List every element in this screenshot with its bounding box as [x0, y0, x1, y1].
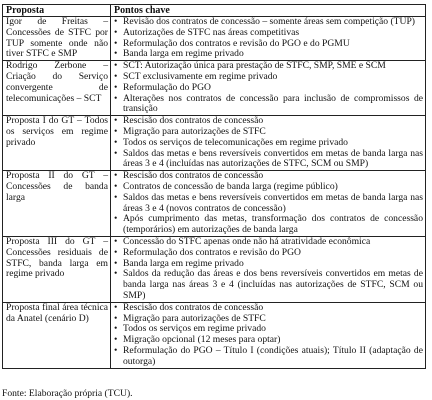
key-points-list	[114, 171, 423, 236]
list-item: • Revisão dos contratos de concessão – somente áreas sem competição (TUP)	[114, 17, 423, 28]
key-points-cell	[111, 236, 426, 302]
key-points-list	[114, 17, 423, 60]
list-item: • Migração para autorizações de STFC	[114, 314, 423, 325]
proposal-cell: Proposta III do GT – Concessões residuais de STFC, banda larga em regime privado	[3, 236, 111, 302]
list-item: • SCT: Autorização única para prestação de STFC, SMP, SME e SCM	[114, 61, 423, 72]
list-item: • Após cumprimento das metas, transformação dos contratos de concessão (temporários) em autorizações de banda larga	[114, 214, 423, 236]
table-row	[3, 61, 426, 116]
list-item: • Reformulação dos contratos e revisão do PGO	[114, 248, 423, 259]
list-item: • Alterações nos contratos de concessão para inclusão de compromissos de transição	[114, 94, 423, 116]
proposal-cell: Proposta I do GT – Todos os serviços em regime privado	[3, 116, 111, 171]
list-item: • Banda larga em regime privado	[114, 49, 423, 60]
key-points-cell	[111, 17, 426, 61]
list-item: • Saldos da redução das áreas e dos bens reversíveis convertidos em metas de banda larga nas áreas 3 e 4 (incluídas nas autorizações de STFC, SCM ou SMP)	[114, 269, 423, 301]
header-pontos-chave: Pontos chave	[111, 5, 426, 17]
table-row	[3, 236, 426, 302]
key-points-list	[114, 237, 423, 302]
list-item: • Contratos de concessão de banda larga (regime público)	[114, 182, 423, 193]
list-item: • Concessão do STFC apenas onde não há atratividade econômica	[114, 237, 423, 248]
proposal-cell: Proposta final área técnica da Anatel (cenário D)	[3, 302, 111, 368]
proposal-cell: Rodrigo Zerbone – Criação do Serviço convergente de telecomunicações – SCT	[3, 61, 111, 116]
key-points-cell	[111, 116, 426, 171]
proposals-table	[2, 4, 426, 369]
table-header-row	[3, 5, 426, 17]
list-item: • SCT exclusivamente em regime privado	[114, 72, 423, 83]
key-points-cell	[111, 61, 426, 116]
list-item: • Migração para autorizações de STFC	[114, 127, 423, 138]
list-item: • Saldos das metas e bens reversíveis convertidos em metas de banda larga nas áreas 3 e 4 (novos contratos de concessão)	[114, 193, 423, 215]
list-item: • Migração opcional (12 meses para optar)	[114, 335, 423, 346]
header-proposta: Proposta	[3, 5, 111, 17]
table-row	[3, 17, 426, 61]
list-item: • Reformulação do PGO – Título I (condições atuais); Título II (adaptação de outorga)	[114, 346, 423, 368]
proposal-cell: Igor de Freitas – Concessões de STFC por TUP somente onde não tiver STFC e SMP	[3, 17, 111, 61]
table-row	[3, 116, 426, 171]
key-points-list	[114, 303, 423, 368]
key-points-cell	[111, 171, 426, 237]
list-item: • Rescisão dos contratos de concessão	[114, 116, 423, 127]
key-points-cell	[111, 302, 426, 368]
key-points-list	[114, 61, 423, 115]
proposal-cell: Proposta II do GT – Concessões de banda larga	[3, 171, 111, 237]
list-item: • Reformulação do PGO	[114, 83, 423, 94]
table-row	[3, 302, 426, 368]
list-item: • Todos os serviços de telecomunicações em regime privado	[114, 138, 423, 149]
list-item: • Banda larga em regime privado	[114, 259, 423, 270]
list-item: • Rescisão dos contratos de concessão	[114, 303, 423, 314]
table-row	[3, 171, 426, 237]
source-note: Fonte: Elaboração própria (TCU).	[2, 388, 133, 399]
list-item: • Todos os serviços em regime privado	[114, 324, 423, 335]
list-item: • Autorizações de STFC nas áreas competitivas	[114, 28, 423, 39]
list-item: • Rescisão dos contratos de concessão	[114, 171, 423, 182]
key-points-list	[114, 116, 423, 170]
list-item: • Reformulação dos contratos e revisão do PGO e do PGMU	[114, 39, 423, 50]
list-item: • Saldos das metas e bens reversíveis convertidos em metas de banda larga nas áreas 3 e 4 (incluídas nas autorizações de STFC, SCM ou SMP)	[114, 149, 423, 171]
